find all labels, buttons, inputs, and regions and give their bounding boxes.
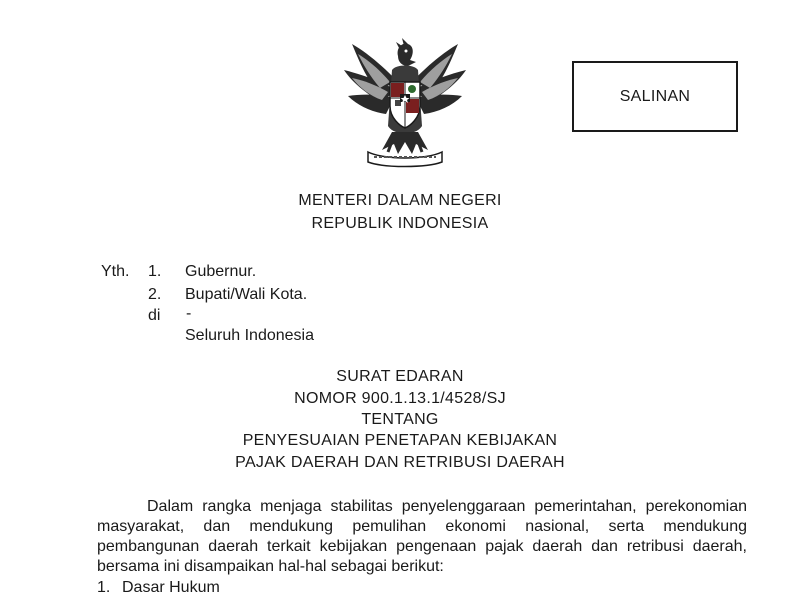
garuda-emblem-icon — [338, 36, 472, 174]
list-item-1-text: Dasar Hukum — [122, 579, 220, 596]
letter-tentang: TENTANG — [361, 411, 439, 428]
salinan-label-box — [572, 61, 738, 132]
issuer-country: REPUBLIK INDONESIA — [311, 215, 489, 232]
addressee-yth: Yth. — [101, 263, 130, 280]
addressee-item-2: Bupati/Wali Kota. — [185, 286, 308, 303]
letter-number: NOMOR 900.1.13.1/4528/SJ — [294, 390, 506, 407]
body-paragraph: Dalam rangka menjaga stabilitas penyelenggaraan pemerintahan, perekonomian masyarakat, dan mendukung pemulihan ekonomi nasional, serta mendukung pembangunan daerah terkait kebijakan pengenaan pajak daerah dan retribusi daerah, bersama ini disampaikan hal-hal sebagai berikut: — [97, 498, 747, 575]
salinan-label: SALINAN — [619, 87, 691, 105]
addressee-num-2: 2. — [148, 286, 162, 303]
addressee-di-label: di — [148, 307, 161, 324]
letter-subject-line2: PAJAK DAERAH DAN RETRIBUSI DAERAH — [235, 454, 565, 471]
addressee-item-1: Gubernur. — [185, 263, 257, 280]
addressee-location: Seluruh Indonesia — [185, 327, 314, 344]
addressee-di-dash: - — [186, 305, 192, 322]
list-item-1-number: 1. — [97, 579, 111, 596]
letter-subject-line1: PENYESUAIAN PENETAPAN KEBIJAKAN — [242, 432, 558, 449]
addressee-num-1: 1. — [148, 263, 162, 280]
letter-type: SURAT EDARAN — [336, 368, 464, 385]
issuer-title: MENTERI DALAM NEGERI — [298, 192, 502, 209]
